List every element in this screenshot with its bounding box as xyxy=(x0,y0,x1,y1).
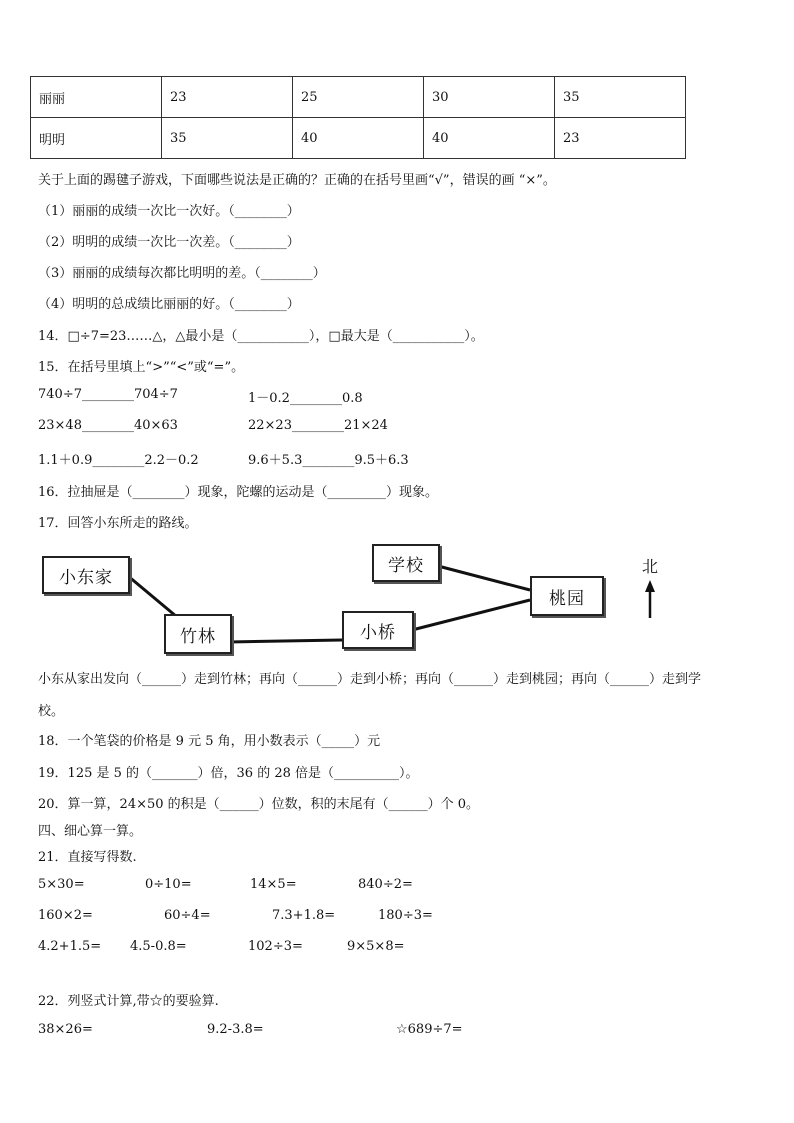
calc-item: 160×2= xyxy=(38,908,93,923)
question-22-title: 22．列竖式计算,带☆的要验算. xyxy=(38,994,219,1009)
calc-item: 4.5-0.8= xyxy=(130,939,187,954)
calc-item: 840÷2= xyxy=(358,877,413,892)
question-15-expr: 22×23________21×24 xyxy=(248,418,388,433)
calc-item: 7.3+1.8= xyxy=(272,908,336,923)
calc-item: 102÷3= xyxy=(248,939,303,954)
route-box-bamboo: 竹林 xyxy=(164,614,232,654)
question-13-intro: 关于上面的踢毽子游戏，下面哪些说法是正确的？正确的在括号里画“√”，错误的画 “×”。 xyxy=(38,173,556,188)
table-cell: 35 xyxy=(555,77,686,118)
question-13-item-4: （4）明明的总成绩比丽丽的好。（________） xyxy=(38,297,300,312)
route-box-school: 学校 xyxy=(372,544,440,582)
question-17-answer-line-2: 校。 xyxy=(38,704,65,719)
table-cell: 35 xyxy=(162,118,293,159)
route-box-bridge: 小桥 xyxy=(342,611,414,649)
table-cell: 40 xyxy=(293,118,424,159)
question-15-expr: 1－0.2________0.8 xyxy=(248,391,363,406)
question-15-title: 15．在括号里填上“>”“<”或“=”。 xyxy=(38,360,245,375)
question-13-item-2: （2）明明的成绩一次比一次差。（________） xyxy=(38,235,300,250)
question-17-title: 17．回答小东所走的路线。 xyxy=(38,516,198,531)
calc-item: 180÷3= xyxy=(378,908,433,923)
route-box-peach: 桃园 xyxy=(530,576,604,616)
vertical-calc-item: 9.2-3.8= xyxy=(207,1022,264,1037)
route-line-bamboo-bridge xyxy=(229,640,342,642)
table-cell: 25 xyxy=(293,77,424,118)
question-16: 16．拉抽屉是（________）现象，陀螺的运动是（_________）现象。 xyxy=(38,485,439,500)
question-14: 14．□÷7=23……△，△最小是（___________），□最大是（___________）。 xyxy=(38,329,484,344)
question-15-expr: 740÷7________704÷7 xyxy=(38,387,178,402)
question-15-expr: 9.6＋5.3________9.5＋6.3 xyxy=(248,453,409,468)
table-cell: 明明 xyxy=(31,118,162,159)
table-cell: 40 xyxy=(424,118,555,159)
calc-item: 4.2+1.5= xyxy=(38,939,102,954)
route-line-bridge-peach xyxy=(412,600,530,630)
route-line-school-peach xyxy=(438,566,530,590)
table-cell: 23 xyxy=(162,77,293,118)
section-4-heading: 四、细心算一算。 xyxy=(38,824,143,839)
calc-item: 5×30= xyxy=(38,877,85,892)
question-13-item-1: （1）丽丽的成绩一次比一次好。（________） xyxy=(38,204,300,219)
table-cell: 23 xyxy=(555,118,686,159)
north-label: 北 xyxy=(642,557,659,576)
vertical-calc-item: 38×26= xyxy=(38,1022,93,1037)
calc-item: 9×5×8= xyxy=(347,939,405,954)
vertical-calc-item: ☆689÷7= xyxy=(396,1022,463,1037)
route-box-home: 小东家 xyxy=(42,556,130,594)
question-13-item-3: （3）丽丽的成绩每次都比明明的差。（________） xyxy=(38,266,326,281)
question-17-answer-line-1: 小东从家出发向（______）走到竹林；再向（______）走到小桥；再向（______）走到桃园；再向（______）走到学 xyxy=(38,672,702,687)
calc-item: 14×5= xyxy=(250,877,297,892)
question-18: 18．一个笔袋的价格是 9 元 5 角，用小数表示（_____）元 xyxy=(38,734,381,749)
table-cell: 30 xyxy=(424,77,555,118)
question-15-expr: 23×48________40×63 xyxy=(38,418,178,433)
calc-item: 60÷4= xyxy=(164,908,211,923)
question-20: 20．算一算，24×50 的积是（______）位数，积的末尾有（______）个 0。 xyxy=(38,797,480,812)
question-21-title: 21．直接写得数. xyxy=(38,850,137,865)
north-arrow-icon xyxy=(645,580,655,592)
question-15-expr: 1.1＋0.9________2.2－0.2 xyxy=(38,453,199,468)
question-19: 19．125 是 5 的（_______）倍，36 的 28 倍是（__________）。 xyxy=(38,766,419,781)
table-cell: 丽丽 xyxy=(31,77,162,118)
calc-item: 0÷10= xyxy=(145,877,192,892)
